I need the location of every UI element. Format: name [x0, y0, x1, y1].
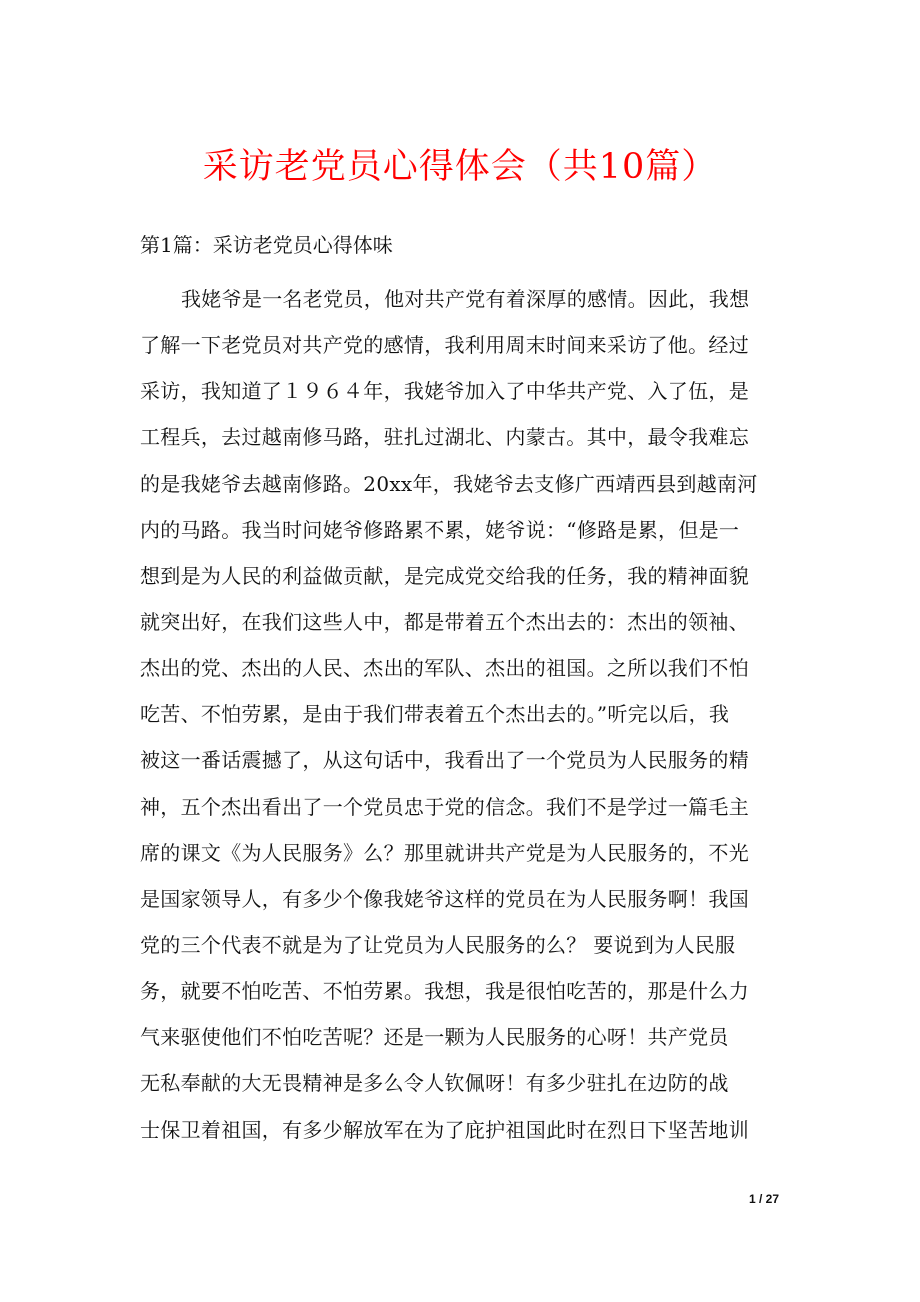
body-line: 吃苦、不怕劳累，是由于我们带表着五个杰出去的。”听完以后，我: [140, 702, 730, 727]
body-line: 无私奉献的大无畏精神是多么令人钦佩呀！有多少驻扎在边防的战: [140, 1071, 729, 1096]
section-heading: 第1篇：采访老党员心得体味: [140, 233, 393, 257]
body-text: [140, 281, 790, 1158]
body-line: 内的马路。我当时问姥爷修路累不累，姥爷说：“修路是累，但是一: [140, 517, 740, 542]
body-line: 杰出的党、杰出的人民、杰出的军队、杰出的祖国。之所以我们不怕: [140, 656, 749, 681]
body-line: 了解一下老党员对共产党的感情，我利用周末时间来采访了他。经过: [140, 333, 749, 358]
body-line: 工程兵，去过越南修马路，驻扎过湖北、内蒙古。其中，最令我难忘: [140, 425, 749, 450]
body-line: 士保卫着祖国，有多少解放军在为了庇护祖国此时在烈日下坚苦地训: [140, 1117, 749, 1142]
body-line: 被这一番话震撼了，从这句话中，我看出了一个党员为人民服务的精: [140, 748, 749, 773]
body-line: 务，就要不怕吃苦、不怕劳累。我想，我是很怕吃苦的，那是什么力: [140, 979, 749, 1004]
page-number: 1 / 27: [748, 1192, 779, 1206]
body-line: 党的三个代表不就是为了让党员为人民服务的么？ 要说到为人民服: [140, 932, 736, 957]
body-line: 神，五个杰出看出了一个党员忠于党的信念。我们不是学过一篇毛主: [140, 794, 749, 819]
document-title: 采访老党员心得体会（共10篇）: [202, 147, 718, 187]
body-line: 气来驱使他们不怕吃苦呢？还是一颗为人民服务的心呀！共产党员: [140, 1025, 729, 1050]
body-line: 我姥爷是一名老党员，他对共产党有着深厚的感情。因此，我想: [181, 287, 750, 311]
body-line: 采访，我知道了１９６４年，我姥爷加入了中华共产党、入了伍，是: [140, 379, 749, 404]
body-line: 就突出好，在我们这些人中，都是带着五个杰出去的：杰出的领袖、: [140, 609, 749, 634]
body-line: 是国家领导人，有多少个像我姥爷这样的党员在为人民服务啊！我国: [140, 886, 749, 911]
body-line: 想到是为人民的利益做贡献，是完成党交给我的任务，我的精神面貌: [140, 563, 749, 588]
body-line: 的是我姥爷去越南修路。20xx年，我姥爷去支修广西靖西县到越南河: [140, 471, 758, 496]
body-line: 席的课文《为人民服务》么？那里就讲共产党是为人民服务的，不光: [140, 840, 749, 865]
